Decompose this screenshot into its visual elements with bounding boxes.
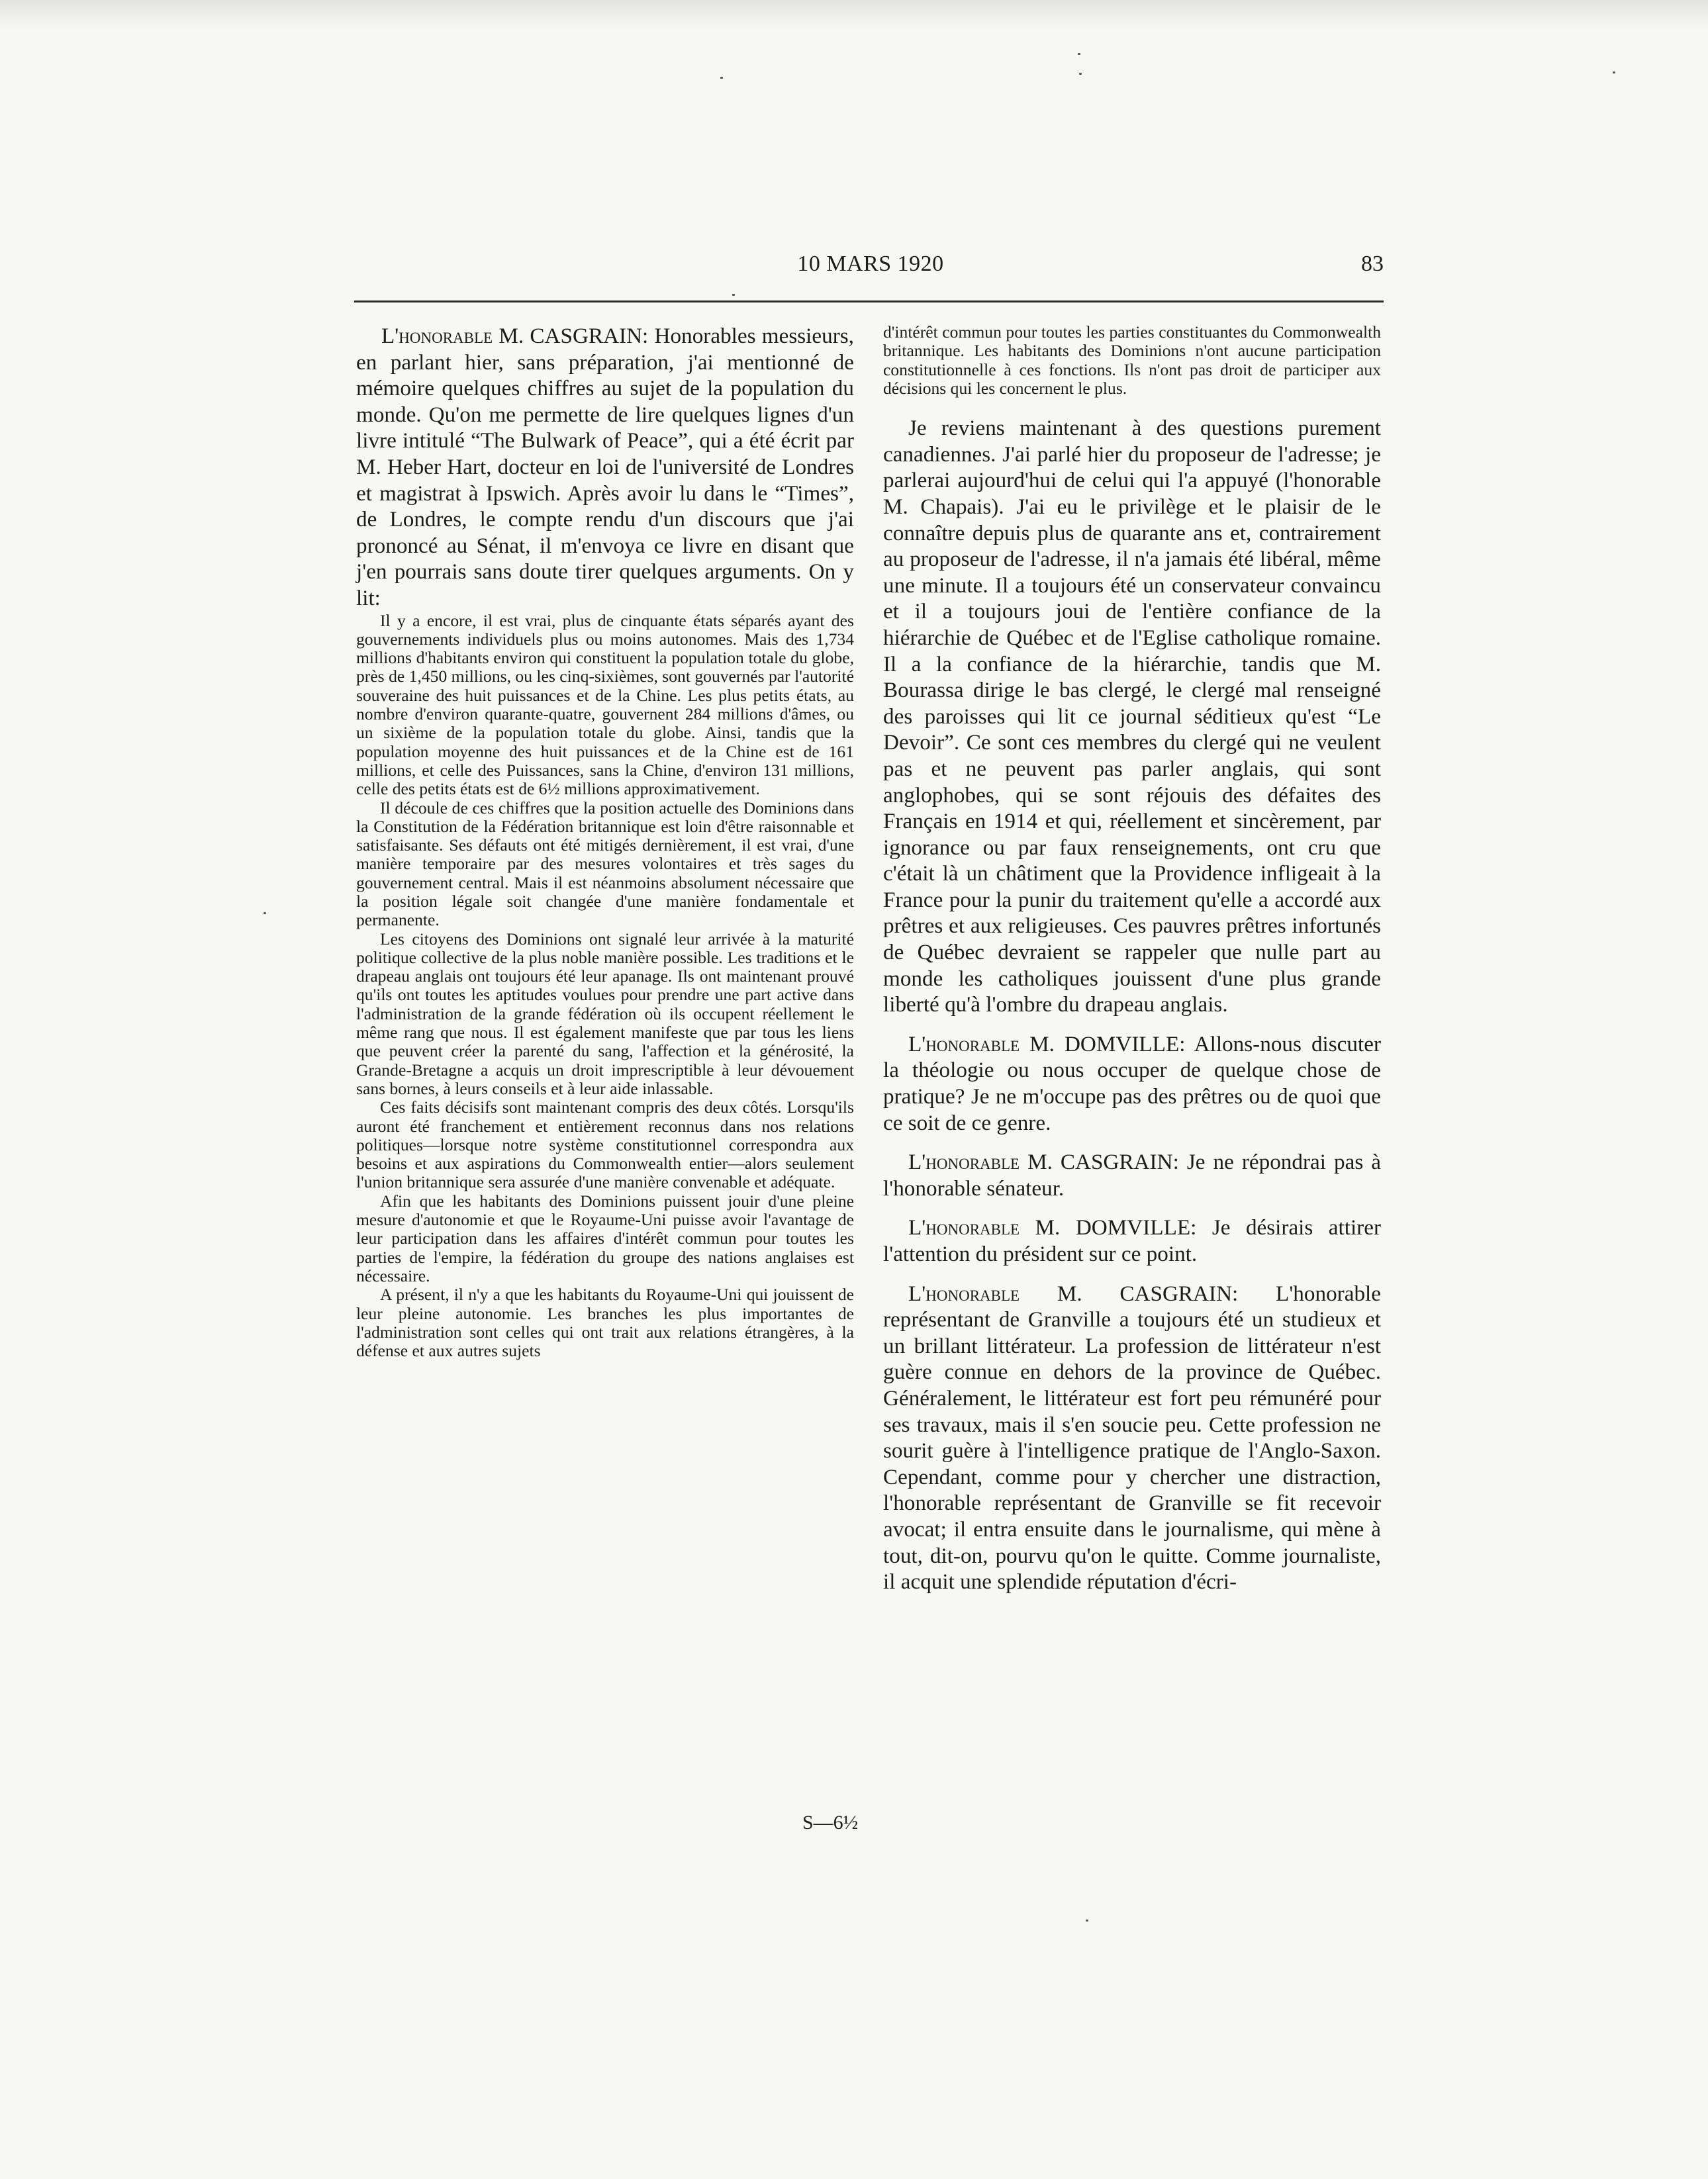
speech-text: Je ne répondrai pas à l'honorable sénateur. [883, 1150, 1381, 1201]
speech-paragraph [356, 323, 854, 612]
left-column [356, 323, 854, 1360]
speaker-name: L'honorable M. CASGRAIN: [908, 1281, 1239, 1306]
scan-speck [732, 294, 735, 296]
quote-continuation: d'intérêt commun pour toutes les parties constituantes du Commonwealth britannique. Les habitants des Dominions n'ont aucune participation constitutionnelle à ces fonctions. Ils n'ont pas droit de participer aux décisions qui les concernent le plus. [883, 322, 1381, 398]
speech-text: L'honorable représentant de Granville a toujours été un studieux et un brillant littérateur. La profession de littérateur n'est guère connue en dehors de la province de Québec. Généralement, le littérateur est fort peu rémunéré pour ses travaux, mais il s'en soucie peu. Cette profession ne sourit guère à l'intelligence pratique de l'Anglo-Saxon. Cependant, comme pour y chercher une distraction, l'honorable représentant de Granville se fit recevoir avocat; il entra ensuite dans le journalisme, qui mène à tout, dit-on, pourvu qu'on le quitte. Comme journaliste, il acquit une splendide réputation d'écri- [883, 1281, 1382, 1595]
quote-paragraph-4: Ces faits décisifs sont maintenant compris des deux côtés. Lorsqu'ils auront été franchement et entièrement reconnus dans nos relations politiques—lorsque notre système constitutionnel correspondra aux besoins et aux aspirations du Commonwealth entier—alors seulement l'union britannique sera assurée d'une manière convenable et adéquate. [356, 1097, 854, 1192]
speech-text: Je désirais attirer l'attention du président sur ce point. [883, 1215, 1382, 1266]
header-rule [354, 301, 1384, 302]
scan-speck [1086, 1920, 1088, 1922]
right-column [883, 323, 1381, 1608]
scan-speck [1079, 73, 1082, 75]
header-date: 10 MARS 1920 [797, 252, 944, 276]
quote-paragraph-1: Il y a encore, il est vrai, plus de cinquante états séparés ayant des gouvernements individuels plus ou moins autonomes. Mais des 1,734 millions d'habitants environ qui constituent la population totale du globe, près de 1,450 millions, ou les cinq-sixièmes, sont gouvernés par l'autorité souveraine des huit puissances et de la Chine. Les plus petits états, au nombre d'environ quarante-quatre, gouvernent 284 millions d'âmes, ou un sixième de la population totale du globe. Ainsi, tandis que la population moyenne des huit puissances et de la Chine est de 161 millions, et celle des Puissances, sans la Chine, d'environ 131 millions, celle des petits états est de 6½ millions approximativement. [356, 610, 854, 799]
scan-speck [720, 77, 723, 79]
quote-paragraph-5: Afin que les habitants des Dominions puissent jouir d'une pleine mesure d'autonomie et que le Royaume-Uni puisse avoir l'avantage de leur participation dans les affaires d'intérêt commun pour toutes les parties de l'empire, la fédération du groupe des nations anglaises est nécessaire. [356, 1191, 854, 1285]
scan-speck [1078, 53, 1080, 55]
page-top-edge [0, 0, 1708, 30]
signature-mark: S—6½ [802, 1812, 859, 1833]
speaker-name: L'honorable M. DOMVILLE: [908, 1031, 1186, 1056]
speech-text: Allons-nous discuter la théologie ou nous occuper de quelque chose de pratique? Je ne m'occupe pas des prêtres ou de quoi que ce soit de ce genre. [883, 1031, 1381, 1135]
speech-paragraph [883, 1215, 1381, 1267]
quote-paragraph-3: Les citoyens des Dominions ont signalé leur arrivée à la maturité politique collective de la plus noble manière possible. Les traditions et le drapeau anglais ont toujours été leur apanage. Ils ont maintenant prouvé qu'ils ont toutes les aptitudes voulues pour prendre une part active dans l'administration de la grande fédération où ils occupent réellement le même rang que nous. Il est également manifeste que par tous les liens que peuvent créer la parenté du sang, l'affection et la générosité, la Grande-Bretagne a acquis un droit imprescriptible à leur dévouement sans bornes, à leurs conseils et à leur aide inlassable. [356, 929, 854, 1098]
quote-paragraph-6: A présent, il n'y a que les habitants du Royaume-Uni qui jouissent de leur pleine autonomie. Les branches les plus importantes de l'administration sont celles qui ont trait aux relations étrangères, à la défense et aux autres sujets [356, 1285, 854, 1361]
running-header [357, 252, 1384, 285]
quote-paragraph-2: Il découle de ces chiffres que la position actuelle des Dominions dans la Constitution de la Fédération britannique est loin d'être raisonnable et satisfaisante. Ses défauts ont été mitigés dernièrement, il est vrai, d'une manière temporaire par des mesures volontaires et très sages du gouvernement central. Mais il est néanmoins absolument nécessaire que la position légale soit changée d'une manière fondamentale et permanente. [356, 798, 854, 930]
speaker-name: L'honorable M. CASGRAIN: [908, 1150, 1179, 1175]
speech-text: Honorables messieurs, en parlant hier, sans préparation, j'ai mentionné de mémoire quelques chiffres au sujet de la population du monde. Qu'on me permette de lire quelques lignes d'un livre intitulé “The Bulwark of Peace”, qui a été écrit par M. Heber Hart, docteur en loi de l'université de Londres et magistrat à Ipswich. Après avoir lu dans le “Times”, de Londres, le compte rendu d'un discours que j'ai prononcé au Sénat, il m'envoya ce livre en disant que j'en pourrais sans doute tirer quelques arguments. On y lit: [356, 324, 854, 610]
page-number: 83 [1361, 252, 1384, 276]
speech-paragraph [883, 415, 1381, 1018]
speech-paragraph [883, 1281, 1381, 1595]
scan-speck [1613, 71, 1615, 73]
speech-paragraph [883, 1149, 1381, 1201]
speech-paragraph [883, 1031, 1381, 1136]
scan-speck [263, 912, 266, 914]
speaker-name: L'honorable M. DOMVILLE: [908, 1215, 1197, 1240]
speech-text: Je reviens maintenant à des questions purement canadiennes. J'ai parlé hier du proposeur de l'adresse; je parlerai aujourd'hui de celui qui l'a appuyé (l'honorable M. Chapais). J'ai eu le privilège et le plaisir de le connaître depuis plus de quarante ans et, contrairement au proposeur de l'adresse, il n'a jamais été libéral, même une minute. Il a toujours été un conservateur convaincu et il a toujours joui de l'entière confiance de la hiérarchie de Québec et de l'Eglise catholique romaine. Il a la confiance de la hiérarchie, tandis que M. Bourassa dirige le bas clergé, le clergé mal renseigné des paroisses qui lit ce journal séditieux qu'est “Le Devoir”. Ce sont ces membres du clergé qui ne veulent pas et ne peuvent pas parler anglais, qui sont anglophobes, qui se sont réjouis des défaites des Français en 1914 et qui, réellement et sincèrement, par ignorance ou par faux renseignements, ont cru que c'était là un châtiment que la Providence infligeait à la France pour la punir du traitement qu'elle a accordé aux prêtres et aux religieuses. Ces pauvres prêtres infortunés de Québec devraient se rappeler que nulle part au monde les catholiques jouissent d'une plus grande liberté qu'à l'ombre du drapeau anglais. [883, 416, 1381, 1017]
speaker-name: L'honorable M. CASGRAIN: [381, 324, 649, 348]
